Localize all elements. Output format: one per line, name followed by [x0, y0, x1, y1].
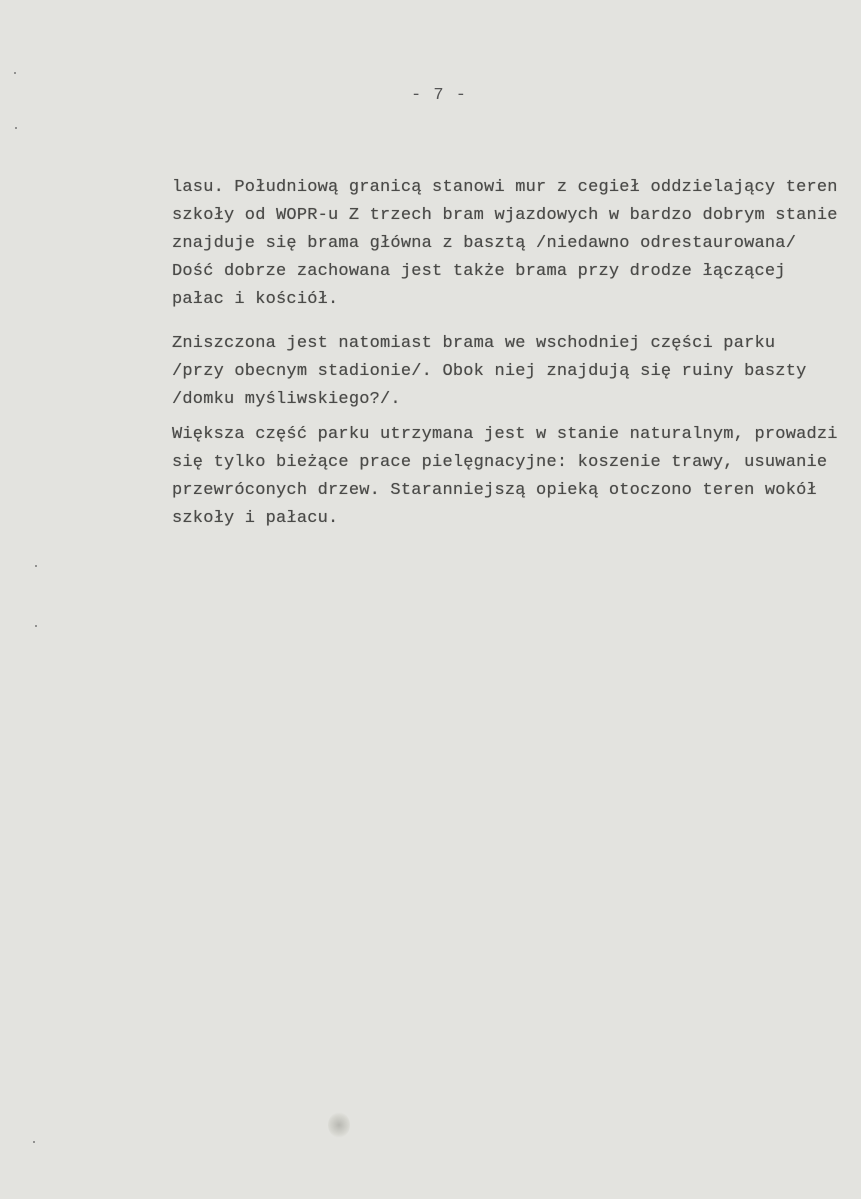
text-line: znajduje się brama główna z basztą /niedawno odrestaurowana/: [172, 234, 797, 253]
scan-speck: [15, 127, 17, 129]
typewritten-text: [172, 174, 847, 533]
text-line: /przy obecnym stadionie/. Obok niej znajdują się ruiny baszty: [172, 362, 807, 381]
page-number: - 7 -: [411, 86, 468, 105]
scan-speck: [35, 565, 37, 567]
scan-speck: [33, 1141, 35, 1143]
text-line: lasu. Południową granicą stanowi mur z cegieł oddzielający teren: [172, 178, 838, 197]
paragraph-gap: [172, 314, 847, 330]
text-line: szkoły od WOPR-u Z trzech bram wjazdowych w bardzo dobrym stanie: [172, 206, 838, 225]
scan-speck: [14, 72, 16, 74]
scan-speck: [35, 625, 37, 627]
text-line: pałac i kościół.: [172, 290, 339, 309]
text-line: Większa część parku utrzymana jest w stanie naturalnym, prowadzi: [172, 425, 838, 444]
text-line: się tylko bieżące prace pielęgnacyjne: koszenie trawy, usuwanie: [172, 453, 828, 472]
text-line: przewróconych drzew. Staranniejszą opieką otoczono teren wokół: [172, 481, 817, 500]
text-line: Dość dobrze zachowana jest także brama przy drodze łączącej: [172, 262, 786, 281]
paragraph-gap: [172, 414, 847, 421]
text-line: /domku myśliwskiego?/.: [172, 390, 401, 409]
text-line: szkoły i pałacu.: [172, 509, 339, 528]
scan-smudge: [328, 1112, 350, 1138]
text-line: Zniszczona jest natomiast brama we wschodniej części parku: [172, 334, 776, 353]
